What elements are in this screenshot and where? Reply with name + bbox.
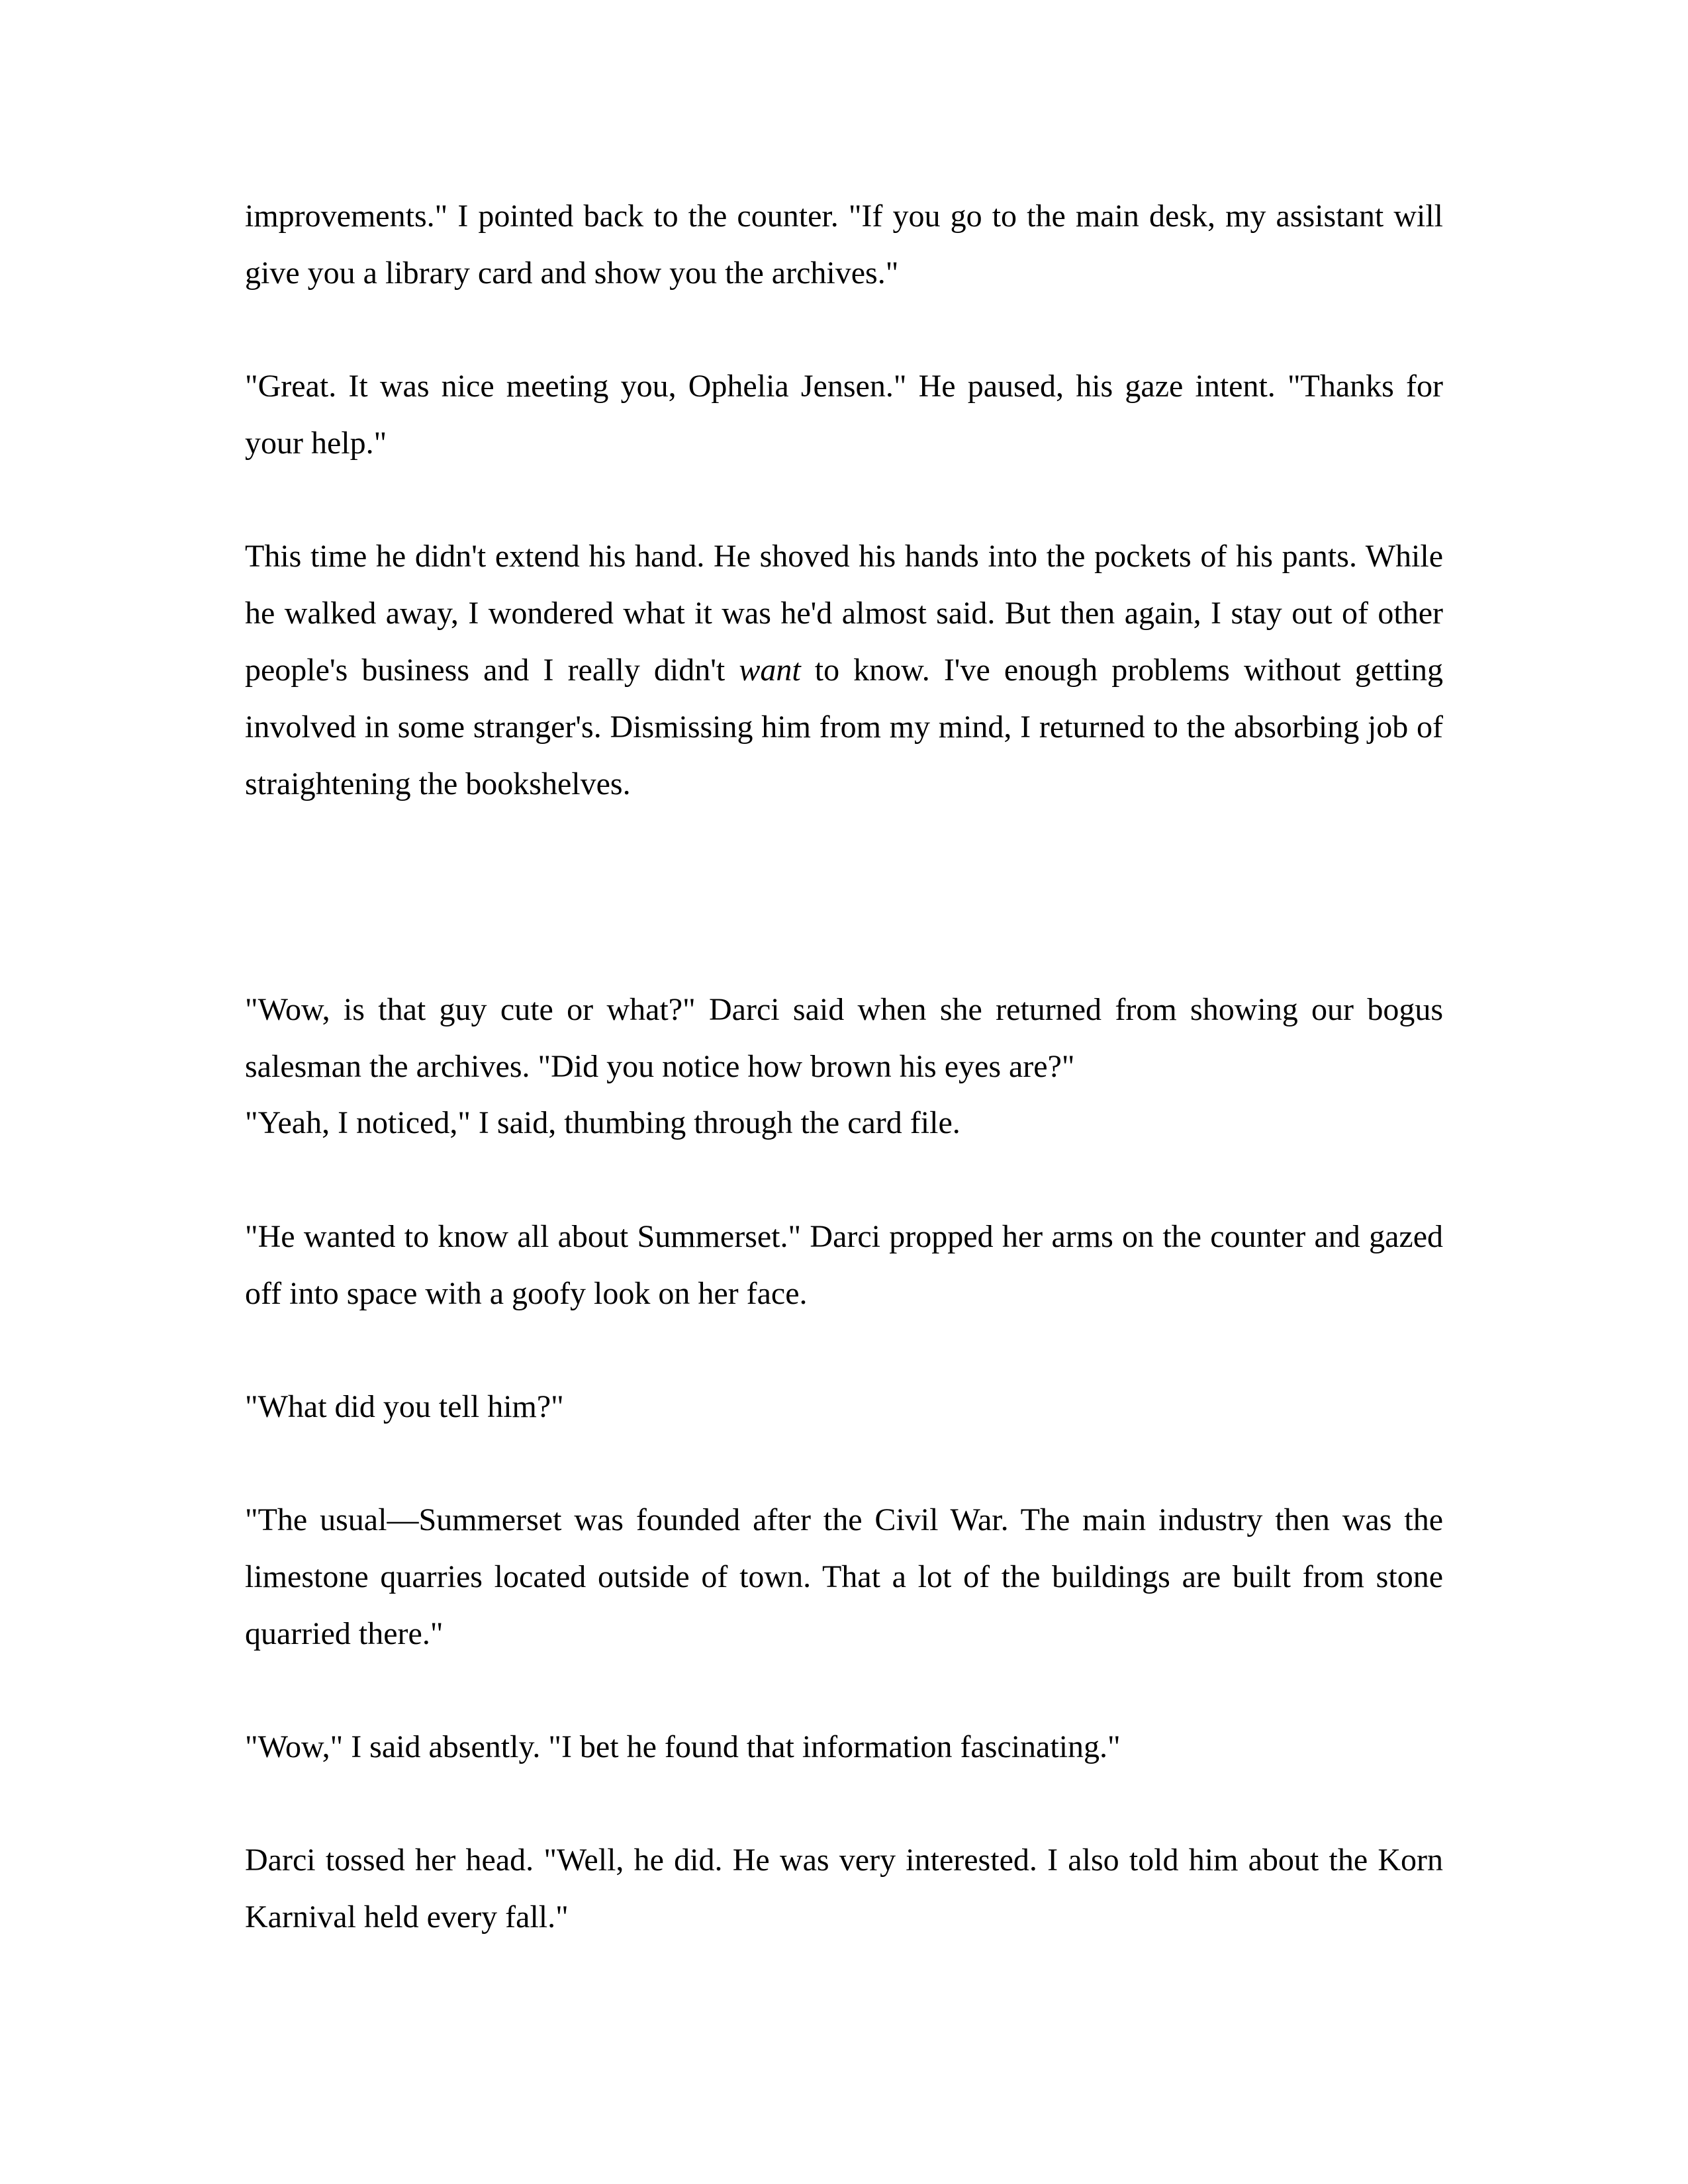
emphasized-word: want [739,653,801,688]
paragraph-wanted-to-know-summerset [245,1208,1443,1322]
paragraph-wow-absently [245,1719,1443,1776]
paragraph-text: This time he didn't extend his hand. He shoved his hands into the pockets of his pants. While he walked away, I wondered what it was he'd almost said. But then again, I stay out of other people's business and I really didn't [245,539,1443,688]
paragraph-text: "Great. It was nice meeting you, Ophelia Jensen." He paused, his gaze intent. "Thanks for your help." [245,369,1443,461]
paragraph-the-usual [245,1492,1443,1662]
paragraph-didnt-extend-hand [245,528,1443,813]
paragraph-darci-tossed-head [245,1832,1443,1946]
paragraph-yeah-noticed [245,1095,1443,1152]
paragraph-improvements [245,188,1443,302]
paragraph-wow-guy-cute [245,981,1443,1095]
paragraph-text: to know. I've enough problems without getting involved in some stranger's. Dismissing him from my mind, I returned to the absorbing job of straightening the bookshelves. [245,653,1444,801]
paragraph-text: "What did you tell him?" [245,1389,564,1424]
paragraph-text: "Wow," I said absently. "I bet he found that information fascinating." [245,1729,1121,1764]
paragraph-great-nice-meeting [245,358,1443,472]
paragraph-text: Darci tossed her head. "Well, he did. He was very interested. I also told him about the Korn Karnival held every fall." [245,1843,1443,1934]
paragraph-text: "The usual—Summerset was founded after the Civil War. The main industry then was the limestone quarries located outside of town. That a lot of the buildings are built from stone quarried there." [245,1502,1443,1651]
paragraph-text: "Yeah, I noticed," I said, thumbing through the card file. [245,1105,961,1140]
paragraph-what-did-you-tell [245,1379,1443,1435]
paragraph-text: improvements." I pointed back to the counter. "If you go to the main desk, my assistant will give you a library card and show you the archives." [245,199,1443,291]
paragraph-text: "He wanted to know all about Summerset." Darci propped her arms on the counter and gazed off into space with a goofy look on her face. [245,1219,1443,1311]
paragraph-text: "Wow, is that guy cute or what?" Darci said when she returned from showing our bogus salesman the archives. "Did you notice how brown his eyes are?" [245,992,1443,1084]
